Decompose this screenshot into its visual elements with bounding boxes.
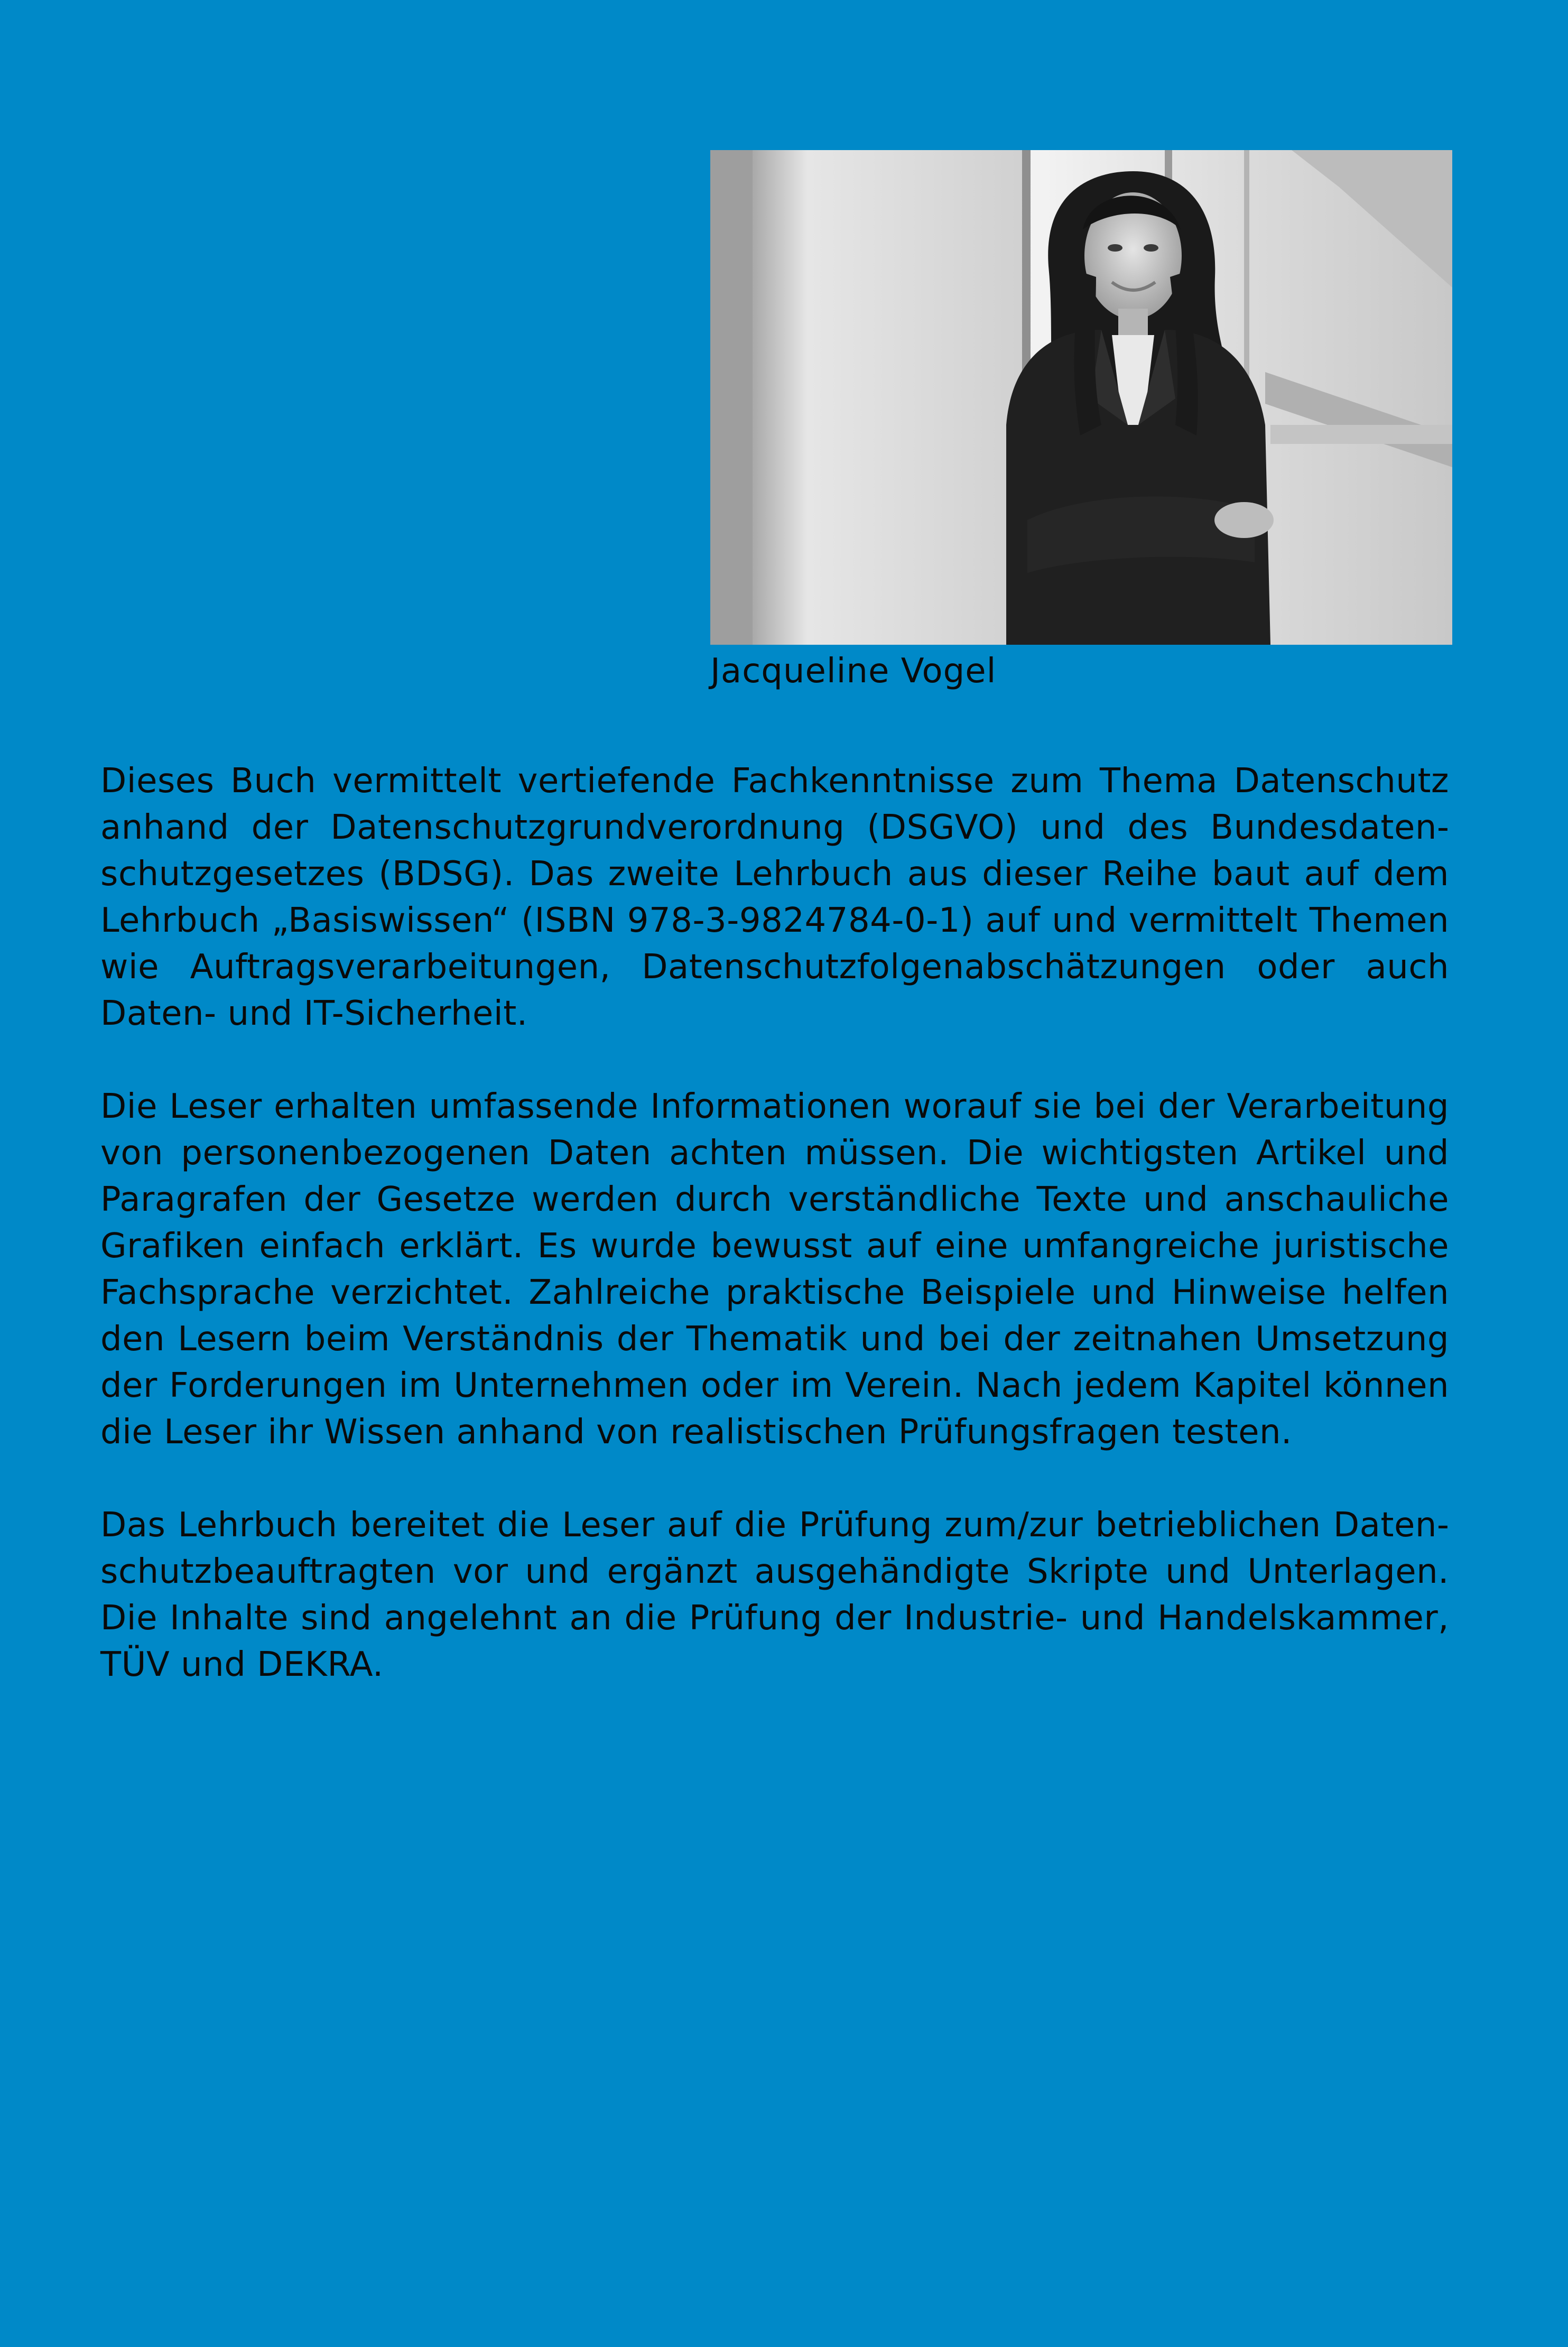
description-paragraph-2: Die Leser erhalten umfassende Informationen worauf sie bei der Verarbeitung von personenbezogenen Daten achten müssen. Die wichtigsten Artikel und Paragrafen der Gesetze werden durch verständliche Texte und anschauliche Grafiken einfach erklärt. Es wurde bewusst auf eine umfangreiche juristische Fachsprache verzichtet. Zahlreiche praktische Beispiele und Hinweise helfen den Lesern beim Verständnis der Thematik und bei der zeitnahen Umsetzung der Forderungen im Unternehmen oder im Verein. Nach jedem Kapitel können die Leser ihr Wissen anhand von realistischen Prüfungsfragen testen. — [100, 1087, 1449, 1452]
description-paragraph-3: Das Lehrbuch bereitet die Leser auf die Prüfung zum/zur betrieblichen Datenschutzbeauftragten vor und ergänzt ausgehändigte Skripte und Unterlagen. Die Inhalte sind angelehnt an die Prüfung der Industrie- und Handelskammer, TÜV und DEKRA. — [100, 1506, 1449, 1684]
author-photo — [710, 150, 1452, 645]
description-paragraph-1: Dieses Buch vermittelt vertiefende Fachkenntnisse zum Thema Datenschutz anhand der Datenschutzgrundverordnung (DSGVO) und des Bundesdatenschutzgesetzes (BDSG). Das zweite Lehrbuch aus dieser Reihe baut auf dem Lehrbuch „Basiswissen“ (ISBN 978-3-9824784-0-1) auf und vermittelt Themen wie Auftragsverarbeitungen, Datenschutzfolgenabschätzungen oder auch Daten- und IT-Sicherheit. — [100, 762, 1449, 1033]
author-name-caption: Jacqueline Vogel — [710, 652, 997, 691]
author-portrait-image — [710, 150, 1452, 645]
